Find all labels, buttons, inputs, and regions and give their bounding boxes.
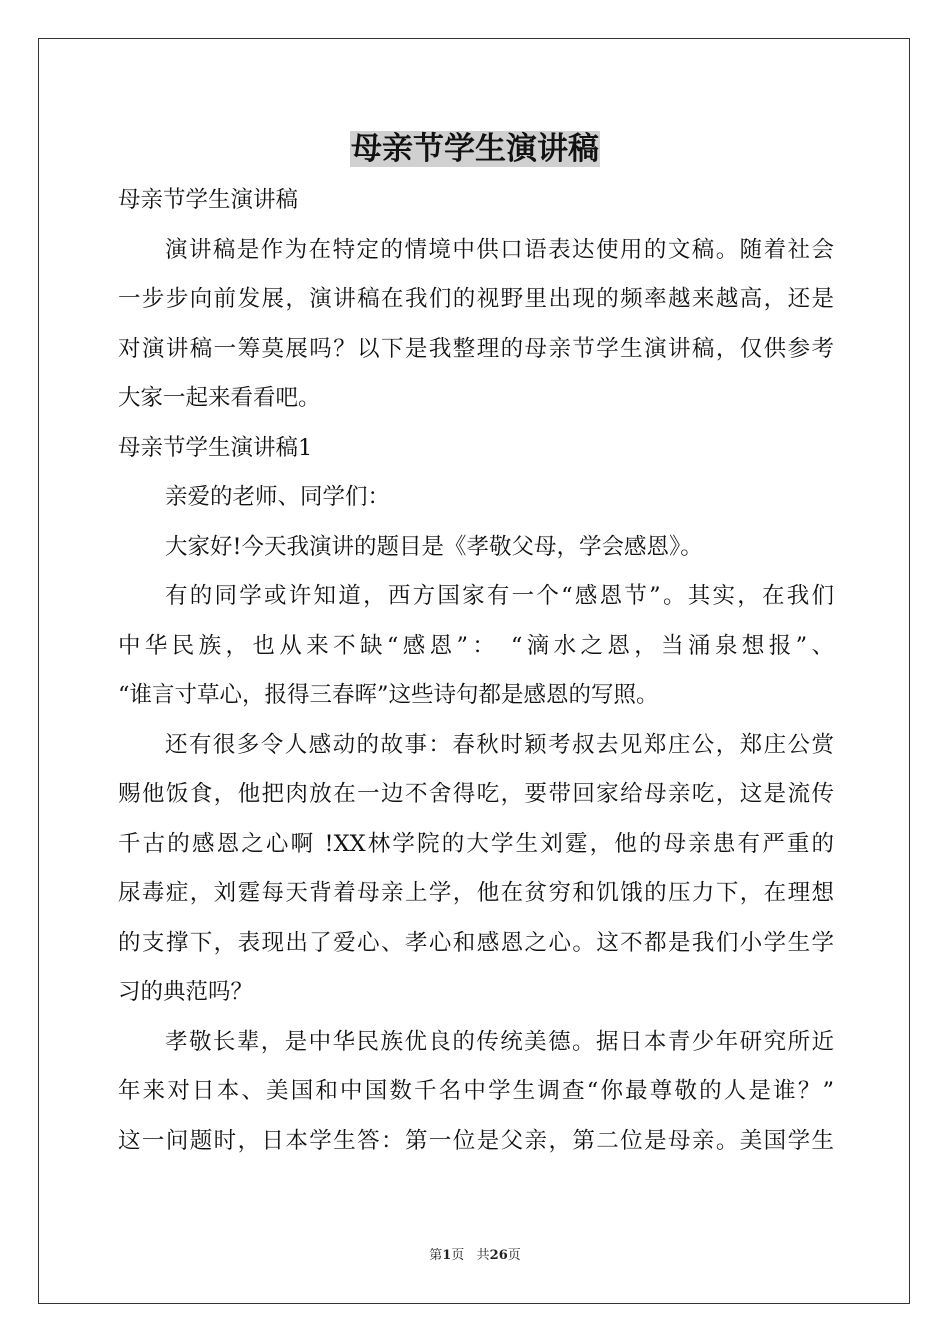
text-line: 亲爱的老师、同学们：: [165, 484, 391, 510]
footer-prefix: 第: [429, 1248, 443, 1263]
page-footer: [0, 1247, 950, 1265]
text-line: 的支撑下，表现出了爱心、孝心和感恩之心。这不都是我们小学生学: [118, 929, 834, 956]
text-line: 孝敬长辈，是中华民族优良的传统美德。据日本青少年研究所近: [165, 1028, 834, 1055]
text-line: 母亲节学生演讲稿: [118, 187, 299, 213]
text-line: 中华民族，也从来不缺“感恩”： “滴水之恩，当涌泉想报”、: [118, 632, 834, 659]
text-line: 习的典范吗？: [118, 979, 254, 1005]
text-line: 有的同学或许知道，西方国家有一个“感恩节”。其实，在我们: [165, 583, 834, 609]
document-title: [0, 128, 950, 170]
text-line: 尿毒症，刘霆每天背着母亲上学，他在贫穷和饥饿的压力下，在理想: [118, 880, 834, 906]
text-line: 这一问题时，日本学生答：第一位是父亲，第二位是母亲。美国学生: [118, 1127, 834, 1154]
document-body: [118, 176, 834, 1166]
text-line: 还有很多令人感动的故事：春秋时颖考叔去见郑庄公，郑庄公赏: [165, 731, 834, 758]
text-line: 年来对日本、美国和中国数千名中学生调查“你最尊敬的人是谁？”: [118, 1078, 834, 1104]
text-line: 大家好!今天我演讲的题目是《孝敬父母，学会感恩》。: [165, 533, 703, 560]
text-line: 演讲稿是作为在特定的情境中供口语表达使用的文稿。随着社会: [165, 236, 834, 263]
text-line: 对演讲稿一筹莫展吗？以下是我整理的母亲节学生演讲稿，仅供参考: [118, 335, 834, 362]
text-line: 一步步向前发展，演讲稿在我们的视野里出现的频率越来越高，还是: [118, 286, 834, 312]
footer-page-number: 1: [442, 1248, 452, 1263]
text-line: 赐他饭食，他把肉放在一边不舍得吃，要带回家给母亲吃，这是流传: [118, 781, 834, 807]
footer-mid: 页 共: [451, 1248, 490, 1263]
document-title-text: 母亲节学生演讲稿: [351, 131, 599, 167]
text-line: 千古的感恩之心啊 !XX林学院的大学生刘霆，他的母亲患有严重的: [118, 830, 834, 857]
text-line: “谁言寸草心，报得三春晖”这些诗句都是感恩的写照。: [118, 682, 659, 708]
footer-suffix: 页: [507, 1248, 521, 1263]
text-line: 大家一起来看看吧。: [118, 385, 321, 411]
footer-total-pages: 26: [489, 1248, 508, 1263]
text-line: 母亲节学生演讲稿1: [118, 434, 313, 461]
